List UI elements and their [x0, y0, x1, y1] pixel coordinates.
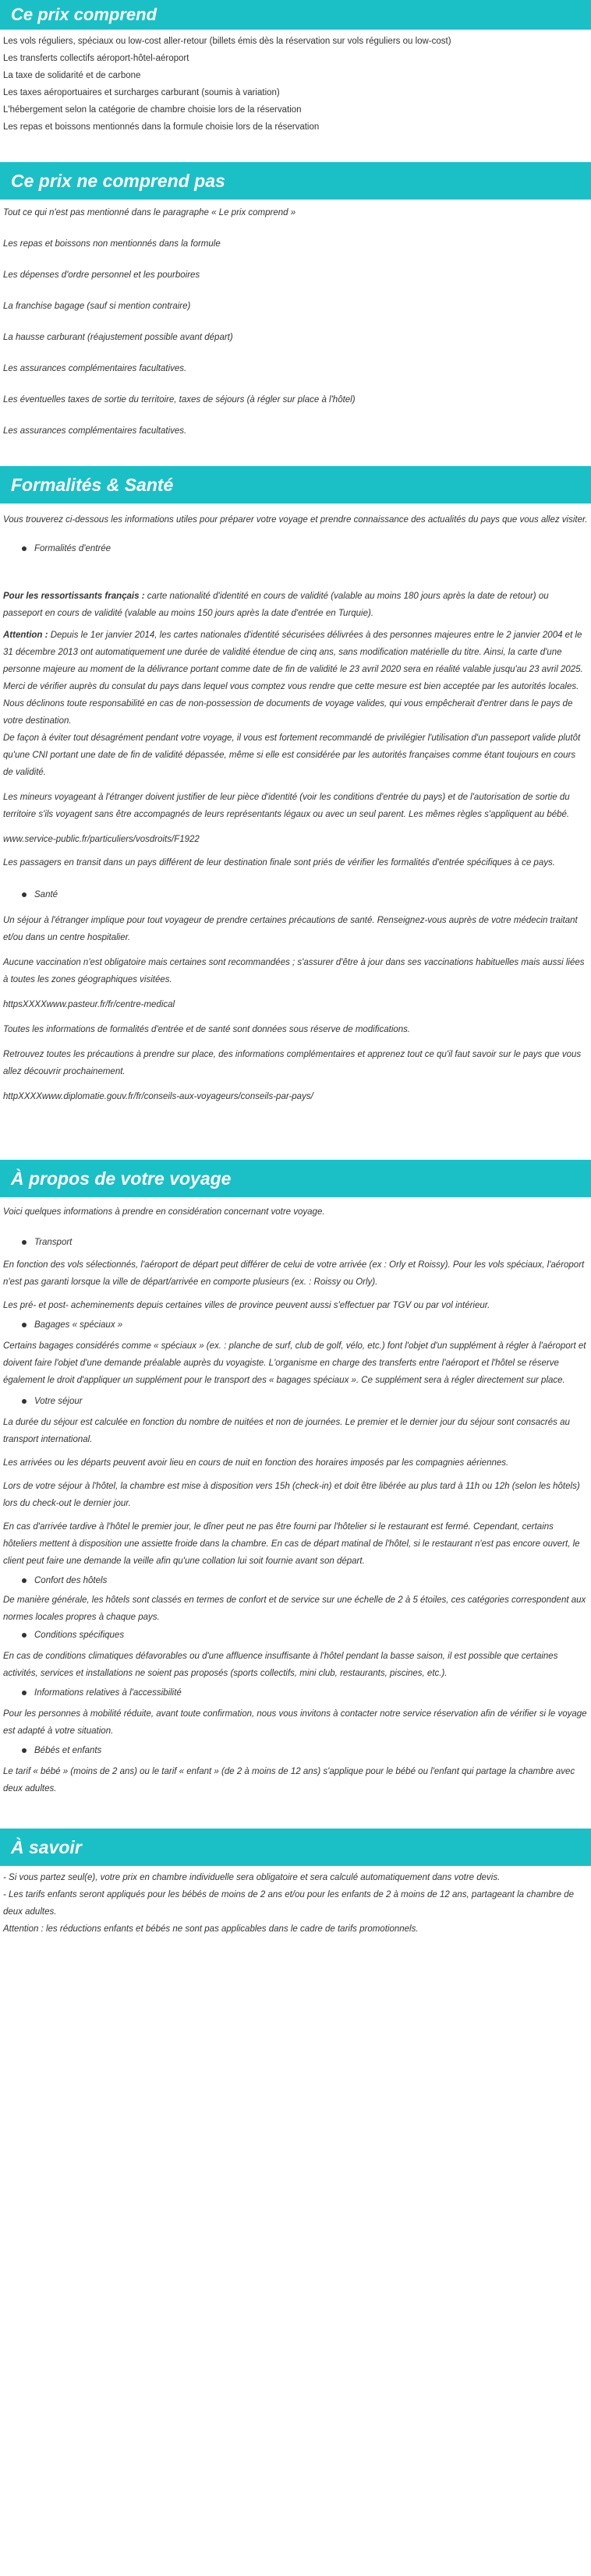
- bold-label: Pour les ressortissants français :: [3, 592, 147, 601]
- bullet-conditions: [22, 1631, 588, 1640]
- bullet-health: [22, 890, 588, 899]
- paragraph: Pour les personnes à mobilité réduite, avant toute confirmation, nous vous invitons à contacter notre service réservation afin de vérifier si le voyage est adapté à votre situation.: [3, 1709, 587, 1736]
- paragraph: De manière générale, les hôtels sont classés en termes de confort et de service sur une échelle de 2 à 5 étoiles, ces catégories correspondent aux normes locales propres à chaque pays.: [3, 1595, 586, 1622]
- list-item: La hausse carburant (réajustement possible avant départ): [3, 333, 233, 342]
- paragraph: Les pré- et post- acheminements depuis certaines villes de province peuvent aussi s'effectuer par TGV ou par vol intérieur.: [3, 1301, 490, 1310]
- savoir-body: [0, 1866, 591, 1938]
- paragraph: En fonction des vols sélectionnés, l'aéroport de départ peut différer de celui de votre arrivée (ex : Orly et Roissy). Pour les vols spéciaux, l'aéroport n'est pas garanti lorsque la ville de départ/arrivée en comporte plusieurs (ex. : Roissy ou Orly).: [3, 1260, 585, 1287]
- bullet-icon: [22, 1748, 27, 1753]
- paragraph: En cas d'arrivée tardive à l'hôtel le premier jour, le dîner peut ne pas être fourni par l'hôtelier si le restaurant est fermé. Cependant, certains hôteliers mettent à disposition une assiette froide dans la chambre. En cas de départ matinal de l'hôtel, si le restaurant n'est pas encore ouvert, le client peut faire une demande la veille afin qu'une collation lui soit fournie avant son départ.: [3, 1522, 580, 1566]
- list-item: Les vols réguliers, spéciaux ou low-cost aller-retour (billets émis dès la réservation sur vols réguliers ou low-cost): [3, 37, 451, 46]
- bullet-bagages: [22, 1320, 588, 1330]
- list-item: Les repas et boissons non mentionnés dans la formule: [3, 239, 221, 249]
- paragraph: Attention : les réductions enfants et bébés ne sont pas applicables dans le cadre de tarifs promotionnels.: [3, 1924, 419, 1934]
- bold-label: Attention :: [3, 631, 51, 640]
- section-header-includes: Ce prix comprend: [0, 0, 591, 30]
- paragraph: Les arrivées ou les départs peuvent avoir lieu en cours de nuit en fonction des horaires imposés par les compagnies aériennes.: [3, 1458, 509, 1468]
- paragraph: En cas de conditions climatiques défavorables ou d'une affluence insuffisante à l'hôtel pendant la basse saison, il est possible que certaines activités, services et installations ne soient pas proposés (sports collectifs, mini club, restaurants, piscines, etc.).: [3, 1652, 558, 1678]
- list-item: Les assurances complémentaires facultatives.: [3, 364, 187, 373]
- bullet-label: Transport: [34, 1238, 73, 1247]
- bullet-icon: [22, 546, 27, 551]
- link-diplomatie[interactable]: httpXXXXwww.diplomatie.gouv.fr/fr/conseils-aux-voyageurs/conseils-par-pays/: [3, 1092, 313, 1101]
- bullet-accessibility: [22, 1688, 588, 1698]
- list-item: Les repas et boissons mentionnés dans la formule choisie lors de la réservation: [3, 122, 320, 132]
- bullet-label: Santé: [34, 890, 58, 899]
- paragraph: Certains bagages considérés comme « spéciaux » (ex. : planche de surf, club de golf, vélo, etc.) font l'objet d'un supplément à régler à l'aéroport et doivent faire l'objet d'une demande préalable auprès du voyagiste. L'organisme en charge des transferts entre l'aéroport et l'hôtel se réserve également le droit d'appliquer un supplément pour le transport des « bagages spéciaux ». Ce supplément sera à régler directement sur place.: [3, 1341, 586, 1385]
- section-header-excludes: Ce prix ne comprend pas: [0, 162, 591, 200]
- list-item: La taxe de solidarité et de carbone: [3, 71, 141, 80]
- paragraph: Toutes les informations de formalités d'entrée et de santé sont données sous réserve de modifications.: [3, 1025, 411, 1034]
- link-service-public[interactable]: www.service-public.fr/particuliers/vosdroits/F1922: [3, 835, 200, 844]
- list-item: Les taxes aéroportuaires et surcharges carburant (soumis à variation): [3, 88, 280, 97]
- list-item: Les éventuelles taxes de sortie du territoire, taxes de séjours (à régler sur place à l'hôtel): [3, 395, 356, 405]
- bullet-icon: [22, 1691, 27, 1695]
- list-item: Les assurances complémentaires facultatives.: [3, 426, 187, 436]
- paragraph: Aucune vaccination n'est obligatoire mais certaines sont recommandées ; s'assurer d'être à jour dans ses vaccinations habituelles mais aussi liées à toutes les zones géographiques visitées.: [3, 958, 585, 984]
- bullet-icon: [22, 1633, 27, 1638]
- excludes-list: [0, 200, 591, 440]
- paragraph: La durée du séjour est calculée en fonction du nombre de nuitées et non de journées. Le premier et le dernier jour du séjour sont consacrés au transport international.: [3, 1418, 570, 1444]
- about-intro: Voici quelques informations à prendre en considération concernant votre voyage.: [3, 1207, 325, 1217]
- paragraph: Les passagers en transit dans un pays différent de leur destination finale sont priés de vérifier les formalités d'entrée spécifiques à ce pays.: [3, 858, 555, 868]
- bullet-icon: [22, 1578, 27, 1583]
- section-header-about: À propos de votre voyage: [0, 1160, 591, 1197]
- link-pasteur[interactable]: httpsXXXXwww.pasteur.fr/fr/centre-medical: [3, 1000, 175, 1009]
- bullet-label: Informations relatives à l'accessibilité: [34, 1688, 182, 1698]
- paragraph: - Si vous partez seul(e), votre prix en chambre individuelle sera obligatoire et sera calculé automatiquement dans votre devis.: [3, 1873, 501, 1882]
- formalities-intro: Vous trouverez ci-dessous les informations utiles pour préparer votre voyage et prendre connaissance des actualités du pays que vous allez visiter.: [3, 515, 588, 525]
- list-item: Tout ce qui n'est pas mentionné dans le paragraphe « Le prix comprend »: [3, 208, 296, 217]
- bullet-icon: [22, 1399, 27, 1404]
- bullet-entry: [22, 544, 588, 553]
- list-item: La franchise bagage (sauf si mention contraire): [3, 302, 191, 311]
- paragraph: Les mineurs voyageant à l'étranger doivent justifier de leur pièce d'identité (voir les conditions d'entrée du pays) et de l'autorisation de sortie du territoire s'ils voyagent sans être accompagnés de leurs représentants légaux ou avec un seul parent. Les mêmes règles s'appliquent au bébé.: [3, 793, 570, 819]
- section-header-formalities: Formalités & Santé: [0, 466, 591, 504]
- bullet-label: Conditions spécifiques: [34, 1631, 125, 1640]
- bullet-bebes: [22, 1746, 588, 1755]
- text: Depuis le 1er janvier 2014, les cartes nationales d'identité sécurisées délivrées à des personnes majeures entre le 2 janvier 2004 et le 31 décembre 2013 ont automatiquement une durée de validité étendue de cinq ans, sans modification matérielle du titre. Ainsi, la carte d'une personne majeure au moment de la délivrance portant comme date de fin de validité le 23 avril 2020 sera en réalité valable jusqu'au 23 avril 2025.: [3, 631, 583, 674]
- paragraph: Un séjour à l'étranger implique pour tout voyageur de prendre certaines précautions de santé. Renseignez-vous auprès de votre médecin traitant et/ou dans un centre hospitalier.: [3, 916, 578, 942]
- list-item: Les transferts collectifs aéroport-hôtel-aéroport: [3, 54, 189, 63]
- paragraph: Lors de votre séjour à l'hôtel, la chambre est mise à disposition vers 15h (check-in) et doit être libérée au plus tard à 11h ou 12h (selon les hôtels) lors du check-out le dernier jour.: [3, 1482, 580, 1508]
- paragraph: Retrouvez toutes les précautions à prendre sur place, des informations complémentaires et apprenez tout ce qu'il faut savoir sur le pays que vous allez découvrir prochainement.: [3, 1050, 582, 1076]
- paragraph: [3, 627, 588, 678]
- includes-list: [0, 30, 591, 136]
- text: carte nationalité d'identité en cours de validité (valable au moins 180 jours après la date de retour) ou passeport en cours de validité (valable au moins 150 jours après la date d'entrée en Turquie).: [3, 592, 549, 618]
- bullet-label: Votre séjour: [34, 1397, 83, 1406]
- bullet-label: Confort des hôtels: [34, 1576, 108, 1585]
- paragraph: Nous déclinons toute responsabilité en cas de non-possession de documents de voyage valides, qui vous empêcherait d'entrer dans le pays de votre destination.: [3, 699, 573, 726]
- paragraph: - Les tarifs enfants seront appliqués pour les bébés de moins de 2 ans et/ou pour les enfants de 2 à moins de 12 ans, partageant la chambre de deux adultes.: [3, 1890, 574, 1917]
- section-header-savoir: À savoir: [0, 1829, 591, 1866]
- bullet-label: Formalités d'entrée: [34, 544, 111, 553]
- formalities-body: [0, 504, 591, 1105]
- bullet-sejour: [22, 1397, 588, 1406]
- list-item: Les dépenses d'ordre personnel et les pourboires: [3, 270, 200, 280]
- bullet-confort: [22, 1576, 588, 1585]
- about-body: [0, 1197, 591, 1797]
- bullet-icon: [22, 1323, 27, 1327]
- bullet-label: Bébés et enfants: [34, 1746, 102, 1755]
- paragraph: [3, 588, 588, 622]
- bullet-icon: [22, 1240, 27, 1245]
- paragraph: De façon à éviter tout désagrément pendant votre voyage, il vous est fortement recommandé de privilégier l'utilisation d'un passeport valide plutôt qu'une CNI portant une date de fin de validité dépassée, même si elle est considérée par les autorités françaises comme étant toujours en cours de validité.: [3, 733, 581, 777]
- paragraph: Merci de vérifier auprès du consulat du pays dans lequel vous comptez vous rendre que cette mesure est bien acceptée par les autorités locales.: [3, 682, 579, 691]
- bullet-transport: [22, 1238, 588, 1247]
- bullet-label: Bagages « spéciaux »: [34, 1320, 123, 1330]
- bullet-icon: [22, 892, 27, 897]
- paragraph: Le tarif « bébé » (moins de 2 ans) ou le tarif « enfant » (de 2 à moins de 12 ans) s'applique pour le bébé ou l'enfant qui partage la chambre avec deux adultes.: [3, 1767, 575, 1793]
- list-item: L'hébergement selon la catégorie de chambre choisie lors de la réservation: [3, 105, 302, 115]
